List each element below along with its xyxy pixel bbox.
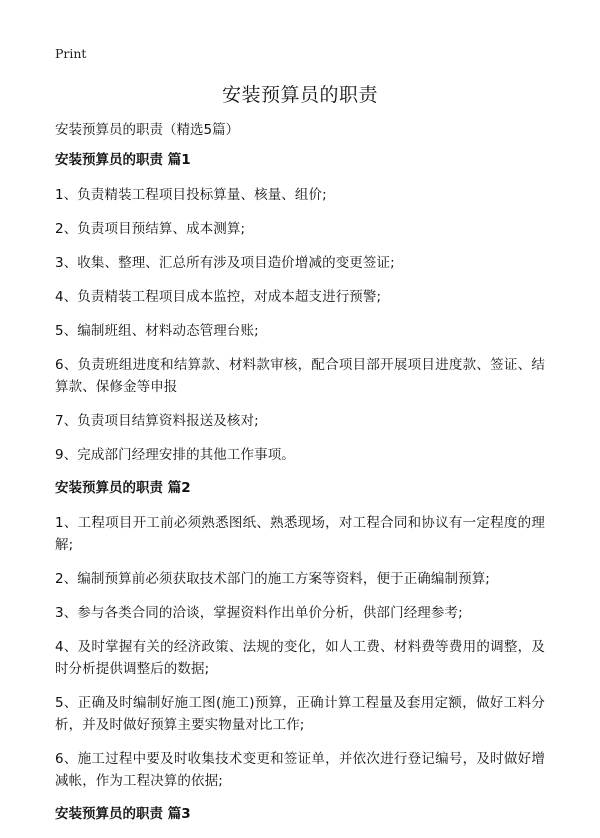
list-item: 1、负责精装工程项目投标算量、核量、组价;	[55, 187, 327, 203]
list-item: 7、负责项目结算资料报送及核对;	[55, 413, 259, 429]
print-label: Print	[55, 46, 87, 61]
list-item: 4、负责精装工程项目成本监控，对成本超支进行预警;	[55, 289, 382, 305]
section-heading: 安装预算员的职责 篇3	[55, 806, 191, 822]
list-item: 3、收集、整理、汇总所有涉及项目造价增减的变更签证;	[55, 255, 395, 271]
document-subtitle: 安装预算员的职责（精选5篇）	[55, 122, 240, 138]
list-item: 6、负责班组进度和结算款、材料款审核，配合项目部开展项目进度款、签证、结算款、保修金等申报	[55, 357, 545, 395]
document-title: 安装预算员的职责	[221, 84, 378, 106]
list-item: 5、正确及时编制好施工图(施工)预算，正确计算工程量及套用定额，做好工料分析，并及时做好预算主要实物量对比工作;	[55, 695, 545, 733]
list-item: 5、编制班组、材料动态管理台账;	[55, 323, 259, 339]
list-item: 3、参与各类合同的洽谈，掌握资料作出单价分析，供部门经理参考;	[55, 605, 463, 621]
list-item: 2、负责项目预结算、成本测算;	[55, 221, 246, 237]
list-item: 4、及时掌握有关的经济政策、法规的变化，如人工费、材料费等费用的调整，及时分析提供调整后的数据;	[55, 639, 545, 677]
list-item: 6、施工过程中要及时收集技术变更和签证单，并依次进行登记编号，及时做好增减帐，作为工程决算的依据;	[55, 751, 545, 789]
list-item: 2、编制预算前必须获取技术部门的施工方案等资料，便于正确编制预算;	[55, 571, 490, 587]
list-item: 9、完成部门经理安排的其他工作事项。	[55, 447, 295, 463]
document-body	[55, 150, 545, 838]
list-item: 1、工程项目开工前必须熟悉图纸、熟悉现场，对工程合同和协议有一定程度的理解;	[55, 515, 545, 553]
section-heading: 安装预算员的职责 篇2	[55, 480, 191, 496]
section-heading: 安装预算员的职责 篇1	[55, 152, 191, 168]
